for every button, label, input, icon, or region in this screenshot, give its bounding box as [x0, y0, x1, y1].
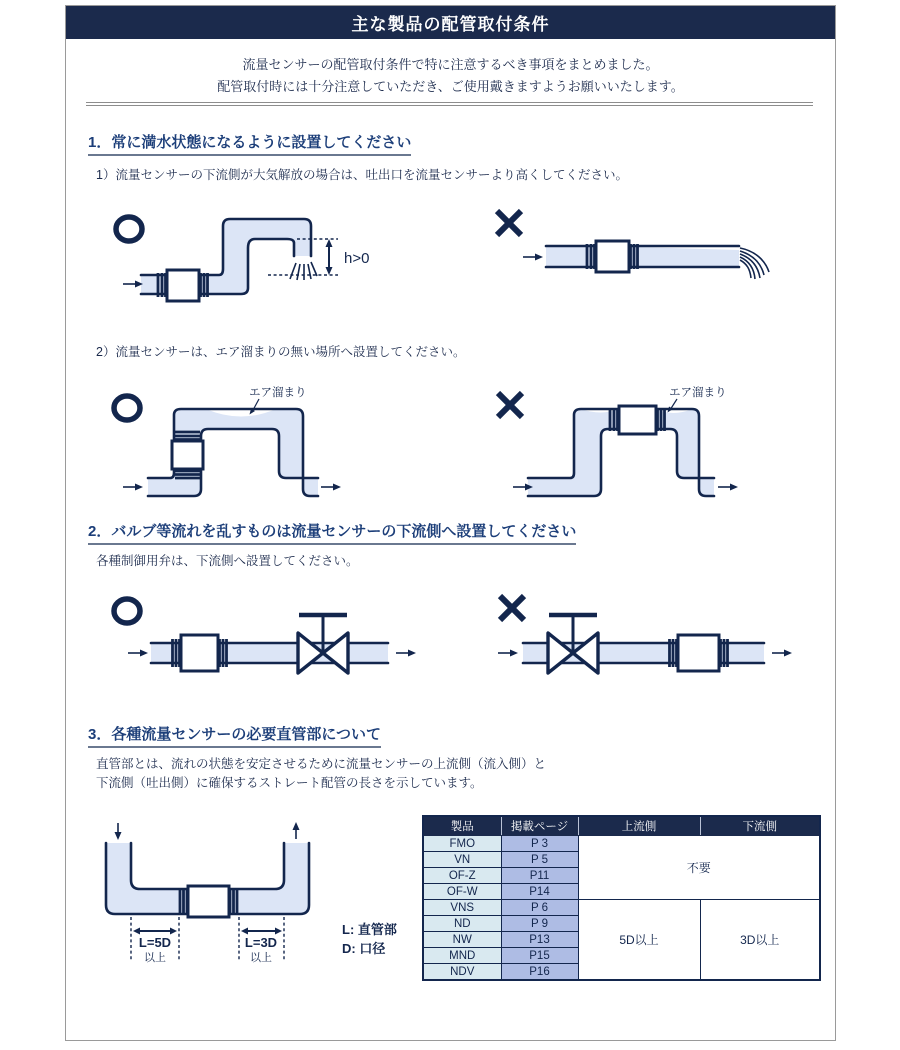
page-title: 主な製品の配管取付条件	[66, 6, 835, 39]
col-header-downstream: 下流側	[700, 816, 820, 836]
document-page	[65, 5, 836, 1041]
page-cell: P11	[501, 868, 578, 884]
section1-heading: 1．常に満水状態になるように設置してください	[88, 131, 411, 156]
section3-heading: 3．各種流量センサーの必要直管部について	[88, 723, 381, 748]
air-pocket-label: エア溜まり	[249, 387, 307, 399]
intro-line-1: 流量センサーの配管取付条件で特に注意するべき事項をまとめました。	[242, 57, 659, 72]
col-header-product: 製品	[423, 816, 501, 836]
product-cell: OF-W	[423, 884, 501, 900]
section1-item1: 1）流量センサーの下流側が大気解放の場合は、吐出口を流量センサーより高くしてください。	[96, 168, 628, 182]
page-cell: P16	[501, 964, 578, 981]
divider	[86, 102, 813, 106]
air-pocket-label: エア溜まり	[669, 387, 727, 399]
upstream-min-label: 以上	[144, 952, 166, 964]
product-cell: ND	[423, 916, 501, 932]
intro-line-2: 配管取付時には十分注意していただき、ご使用戴きますようお願いいたします。	[217, 79, 684, 94]
page-cell: P 5	[501, 852, 578, 868]
product-cell: OF-Z	[423, 868, 501, 884]
product-cell: NDV	[423, 964, 501, 981]
table-row	[423, 900, 820, 916]
col-header-upstream: 上流側	[578, 816, 700, 836]
straight-run-table	[422, 815, 821, 981]
diagram-discharge-correct	[121, 206, 456, 326]
page-cell: P14	[501, 884, 578, 900]
diagram-valve-correct	[121, 591, 421, 701]
col-header-page: 掲載ページ	[501, 816, 578, 836]
page-cell: P13	[501, 932, 578, 948]
legend-straight-run: L: 直管部	[342, 922, 397, 937]
page-cell: P 3	[501, 836, 578, 852]
legend-diameter: D: 口径	[342, 941, 386, 956]
page-cell: P 6	[501, 900, 578, 916]
section2-heading: 2．バルブ等流れを乱すものは流量センサーの下流側へ設置してください	[88, 520, 576, 545]
section3-body-2: 下流側（吐出側）に確保するストレート配管の長さを示しています。	[96, 776, 483, 790]
product-cell: NW	[423, 932, 501, 948]
page-cell: P15	[501, 948, 578, 964]
product-cell: VN	[423, 852, 501, 868]
diagram-airpocket-correct	[116, 379, 386, 514]
requirement-none-cell: 不要	[578, 836, 820, 900]
downstream-length-label: L=3D	[244, 935, 278, 950]
upstream-requirement-cell: 5D以上	[578, 900, 700, 981]
product-cell: MND	[423, 948, 501, 964]
downstream-requirement-cell: 3D以上	[700, 900, 820, 981]
pipe-table-body	[423, 836, 820, 981]
downstream-min-label: 以上	[250, 952, 272, 964]
table-row	[423, 836, 820, 852]
product-cell: FMO	[423, 836, 501, 852]
section1-item2: 2）流量センサーは、エア溜まりの無い場所へ設置してください。	[96, 345, 466, 359]
diagram-airpocket-wrong	[511, 379, 786, 514]
section3-body-1: 直管部とは、流れの状態を安定させるために流量センサーの上流側（流入側）と	[96, 757, 547, 771]
diagram-valve-wrong	[491, 591, 796, 701]
section2-body: 各種制御用弁は、下流側へ設置してください。	[96, 554, 359, 568]
upstream-length-label: L=5D	[138, 935, 172, 950]
diagram-discharge-wrong	[521, 236, 816, 311]
product-cell: VNS	[423, 900, 501, 916]
wrong-mark-icon	[492, 207, 526, 239]
page-cell: P 9	[501, 916, 578, 932]
h-label: h>0	[344, 250, 370, 267]
diagram-straight-run	[96, 813, 422, 973]
